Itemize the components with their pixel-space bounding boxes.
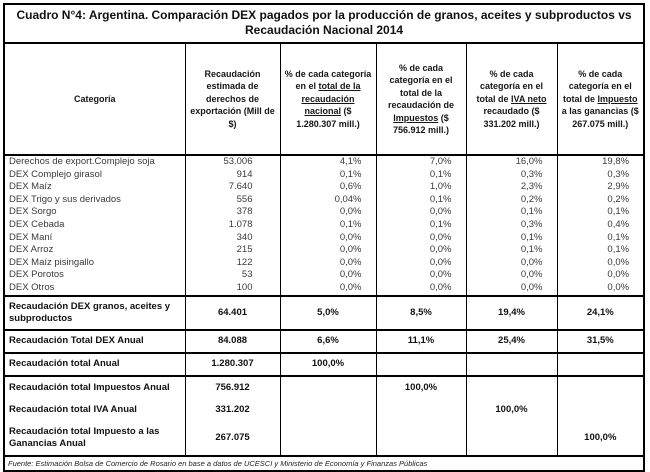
summary-value: 1.280.307 — [185, 353, 280, 376]
row-value: 53 — [185, 269, 280, 282]
table-row — [4, 269, 644, 282]
column-header-6: % de cada categoría en el total de Impuesto a las ganancias ($ 267.075 mill.) — [557, 43, 644, 155]
summary-value: 6,6% — [280, 330, 376, 353]
row-value: 0,0% — [557, 257, 644, 270]
row-value: 0,0% — [466, 269, 557, 282]
row-value: 2,9% — [557, 181, 644, 194]
summary-value: 756.912 — [185, 376, 280, 399]
summary-value: 331.202 — [185, 399, 280, 422]
table-row — [4, 232, 644, 245]
row-value: 0,1% — [376, 194, 466, 207]
row-value: 0,1% — [466, 244, 557, 257]
row-value: 0,0% — [376, 206, 466, 219]
row-value: 1,0% — [376, 181, 466, 194]
summary-value — [280, 422, 376, 456]
summary-value — [376, 353, 466, 376]
row-value: 0,04% — [280, 194, 376, 207]
row-label: DEX Porotos — [4, 269, 185, 282]
row-value: 0,0% — [376, 269, 466, 282]
summary-value: 84.088 — [185, 330, 280, 353]
row-value: 340 — [185, 232, 280, 245]
summary-label: Recaudación Total DEX Anual — [4, 330, 185, 353]
summary-value: 8,5% — [376, 296, 466, 330]
row-value: 0,1% — [466, 206, 557, 219]
row-value: 2,3% — [466, 181, 557, 194]
data-rows-section — [4, 155, 644, 296]
row-value: 0,0% — [466, 257, 557, 270]
table-row — [4, 244, 644, 257]
title-line-1: Cuadro N°4: Argentina. Comparación DEX pagados por la producción de granos, aceites y subproductos vs — [16, 8, 632, 22]
summary-row — [4, 422, 644, 456]
row-label: DEX Maíz — [4, 181, 185, 194]
row-label: DEX Complejo girasol — [4, 169, 185, 182]
row-label: DEX Maní — [4, 232, 185, 245]
row-value: 215 — [185, 244, 280, 257]
row-value: 0,0% — [280, 232, 376, 245]
row-value: 0,0% — [466, 282, 557, 296]
row-value: 0,3% — [466, 169, 557, 182]
row-label: Derechos de export.Complejo soja — [4, 155, 185, 169]
table-row — [4, 206, 644, 219]
summary-label: Recaudación total IVA Anual — [4, 399, 185, 422]
summary-row — [4, 353, 644, 376]
header-row — [4, 43, 644, 155]
summary-row — [4, 296, 644, 330]
summary-value: 100,0% — [376, 376, 466, 399]
summary-label: Recaudación total Anual — [4, 353, 185, 376]
summary-value: 25,4% — [466, 330, 557, 353]
row-value: 0,1% — [557, 206, 644, 219]
summary-value: 24,1% — [557, 296, 644, 330]
summary-value: 100,0% — [466, 399, 557, 422]
summary-value: 31,5% — [557, 330, 644, 353]
summary-value: 267.075 — [185, 422, 280, 456]
summary-value: 11,1% — [376, 330, 466, 353]
row-label: DEX Arroz — [4, 244, 185, 257]
summary-value — [557, 376, 644, 399]
row-value: 0,0% — [280, 244, 376, 257]
summary-row — [4, 330, 644, 353]
table-row — [4, 219, 644, 232]
row-label: DEX Maíz pisingallo — [4, 257, 185, 270]
summary-label: Recaudación DEX granos, aceites y subproductos — [4, 296, 185, 330]
summary-value — [466, 353, 557, 376]
table-row — [4, 282, 644, 296]
row-value: 4,1% — [280, 155, 376, 169]
table-row — [4, 169, 644, 182]
summary-value — [466, 422, 557, 456]
summary-value: 100,0% — [280, 353, 376, 376]
row-value: 0,3% — [466, 219, 557, 232]
row-value: 914 — [185, 169, 280, 182]
row-value: 0,1% — [280, 219, 376, 232]
table-row — [4, 155, 644, 169]
column-header-4: % de cada categoría en el total de la recaudación de Impuestos ($ 756.912 mill.) — [376, 43, 466, 155]
row-value: 16,0% — [466, 155, 557, 169]
summary-value: 19,4% — [466, 296, 557, 330]
row-label: DEX Cebada — [4, 219, 185, 232]
row-value: 0,3% — [557, 169, 644, 182]
column-header-5: % de cada categoría en el total de IVA neto recaudado ($ 331.202 mill.) — [466, 43, 557, 155]
table-row — [4, 194, 644, 207]
row-value: 0,0% — [376, 232, 466, 245]
table-row — [4, 257, 644, 270]
row-value: 0,1% — [466, 232, 557, 245]
row-value: 100 — [185, 282, 280, 296]
row-value: 122 — [185, 257, 280, 270]
row-value: 0,0% — [280, 206, 376, 219]
row-value: 0,4% — [557, 219, 644, 232]
footer-row — [4, 456, 644, 471]
row-value: 0,0% — [280, 269, 376, 282]
summary-label: Recaudación total Impuesto a las Ganancias Anual — [4, 422, 185, 456]
row-value: 0,0% — [280, 282, 376, 296]
row-value: 0,0% — [280, 257, 376, 270]
row-value: 53.006 — [185, 155, 280, 169]
summary-value — [376, 422, 466, 456]
row-value: 0,6% — [280, 181, 376, 194]
column-header-2: Recaudación estimada de derechos de exportación (Mill de $) — [185, 43, 280, 155]
column-header-1: Categoría — [4, 43, 185, 155]
document-page — [3, 3, 645, 472]
row-value: 1.078 — [185, 219, 280, 232]
title-line-2: Recaudación Nacional 2014 — [245, 23, 404, 37]
row-value: 0,1% — [376, 219, 466, 232]
summary-value: 64.401 — [185, 296, 280, 330]
table-row — [4, 181, 644, 194]
row-value: 0,0% — [376, 282, 466, 296]
row-value: 0,2% — [557, 194, 644, 207]
column-header-3: % de cada categoría en el total de la recaudación nacional ($ 1.280.307 mill.) — [280, 43, 376, 155]
summary-row — [4, 399, 644, 422]
summary-value — [557, 399, 644, 422]
summary-value — [557, 353, 644, 376]
table-title — [4, 4, 644, 43]
row-label: DEX Trigo y sus derivados — [4, 194, 185, 207]
summary-rows-section — [4, 296, 644, 456]
row-value: 19,8% — [557, 155, 644, 169]
row-value: 0,0% — [376, 244, 466, 257]
summary-value — [466, 376, 557, 399]
row-value: 0,0% — [557, 269, 644, 282]
summary-value: 5,0% — [280, 296, 376, 330]
summary-value: 100,0% — [557, 422, 644, 456]
source-note: Fuente: Estimación Bolsa de Comercio de Rosario en base a datos de UCESCI y Ministerio de Economía y Finanzas Públicas — [4, 456, 644, 471]
row-value: 0,0% — [376, 257, 466, 270]
row-value: 0,2% — [466, 194, 557, 207]
row-value: 0,1% — [557, 232, 644, 245]
row-value: 378 — [185, 206, 280, 219]
cuadro-n4-table — [3, 3, 645, 472]
row-value: 0,1% — [280, 169, 376, 182]
row-label: DEX Sorgo — [4, 206, 185, 219]
row-value: 7.640 — [185, 181, 280, 194]
row-value: 0,1% — [376, 169, 466, 182]
row-value: 0,1% — [557, 244, 644, 257]
summary-label: Recaudación total Impuestos Anual — [4, 376, 185, 399]
row-label: DEX Otros — [4, 282, 185, 296]
row-value: 7,0% — [376, 155, 466, 169]
row-value: 556 — [185, 194, 280, 207]
summary-value — [376, 399, 466, 422]
summary-value — [280, 376, 376, 399]
row-value: 0,0% — [557, 282, 644, 296]
summary-value — [280, 399, 376, 422]
summary-row — [4, 376, 644, 399]
title-row — [4, 4, 644, 43]
